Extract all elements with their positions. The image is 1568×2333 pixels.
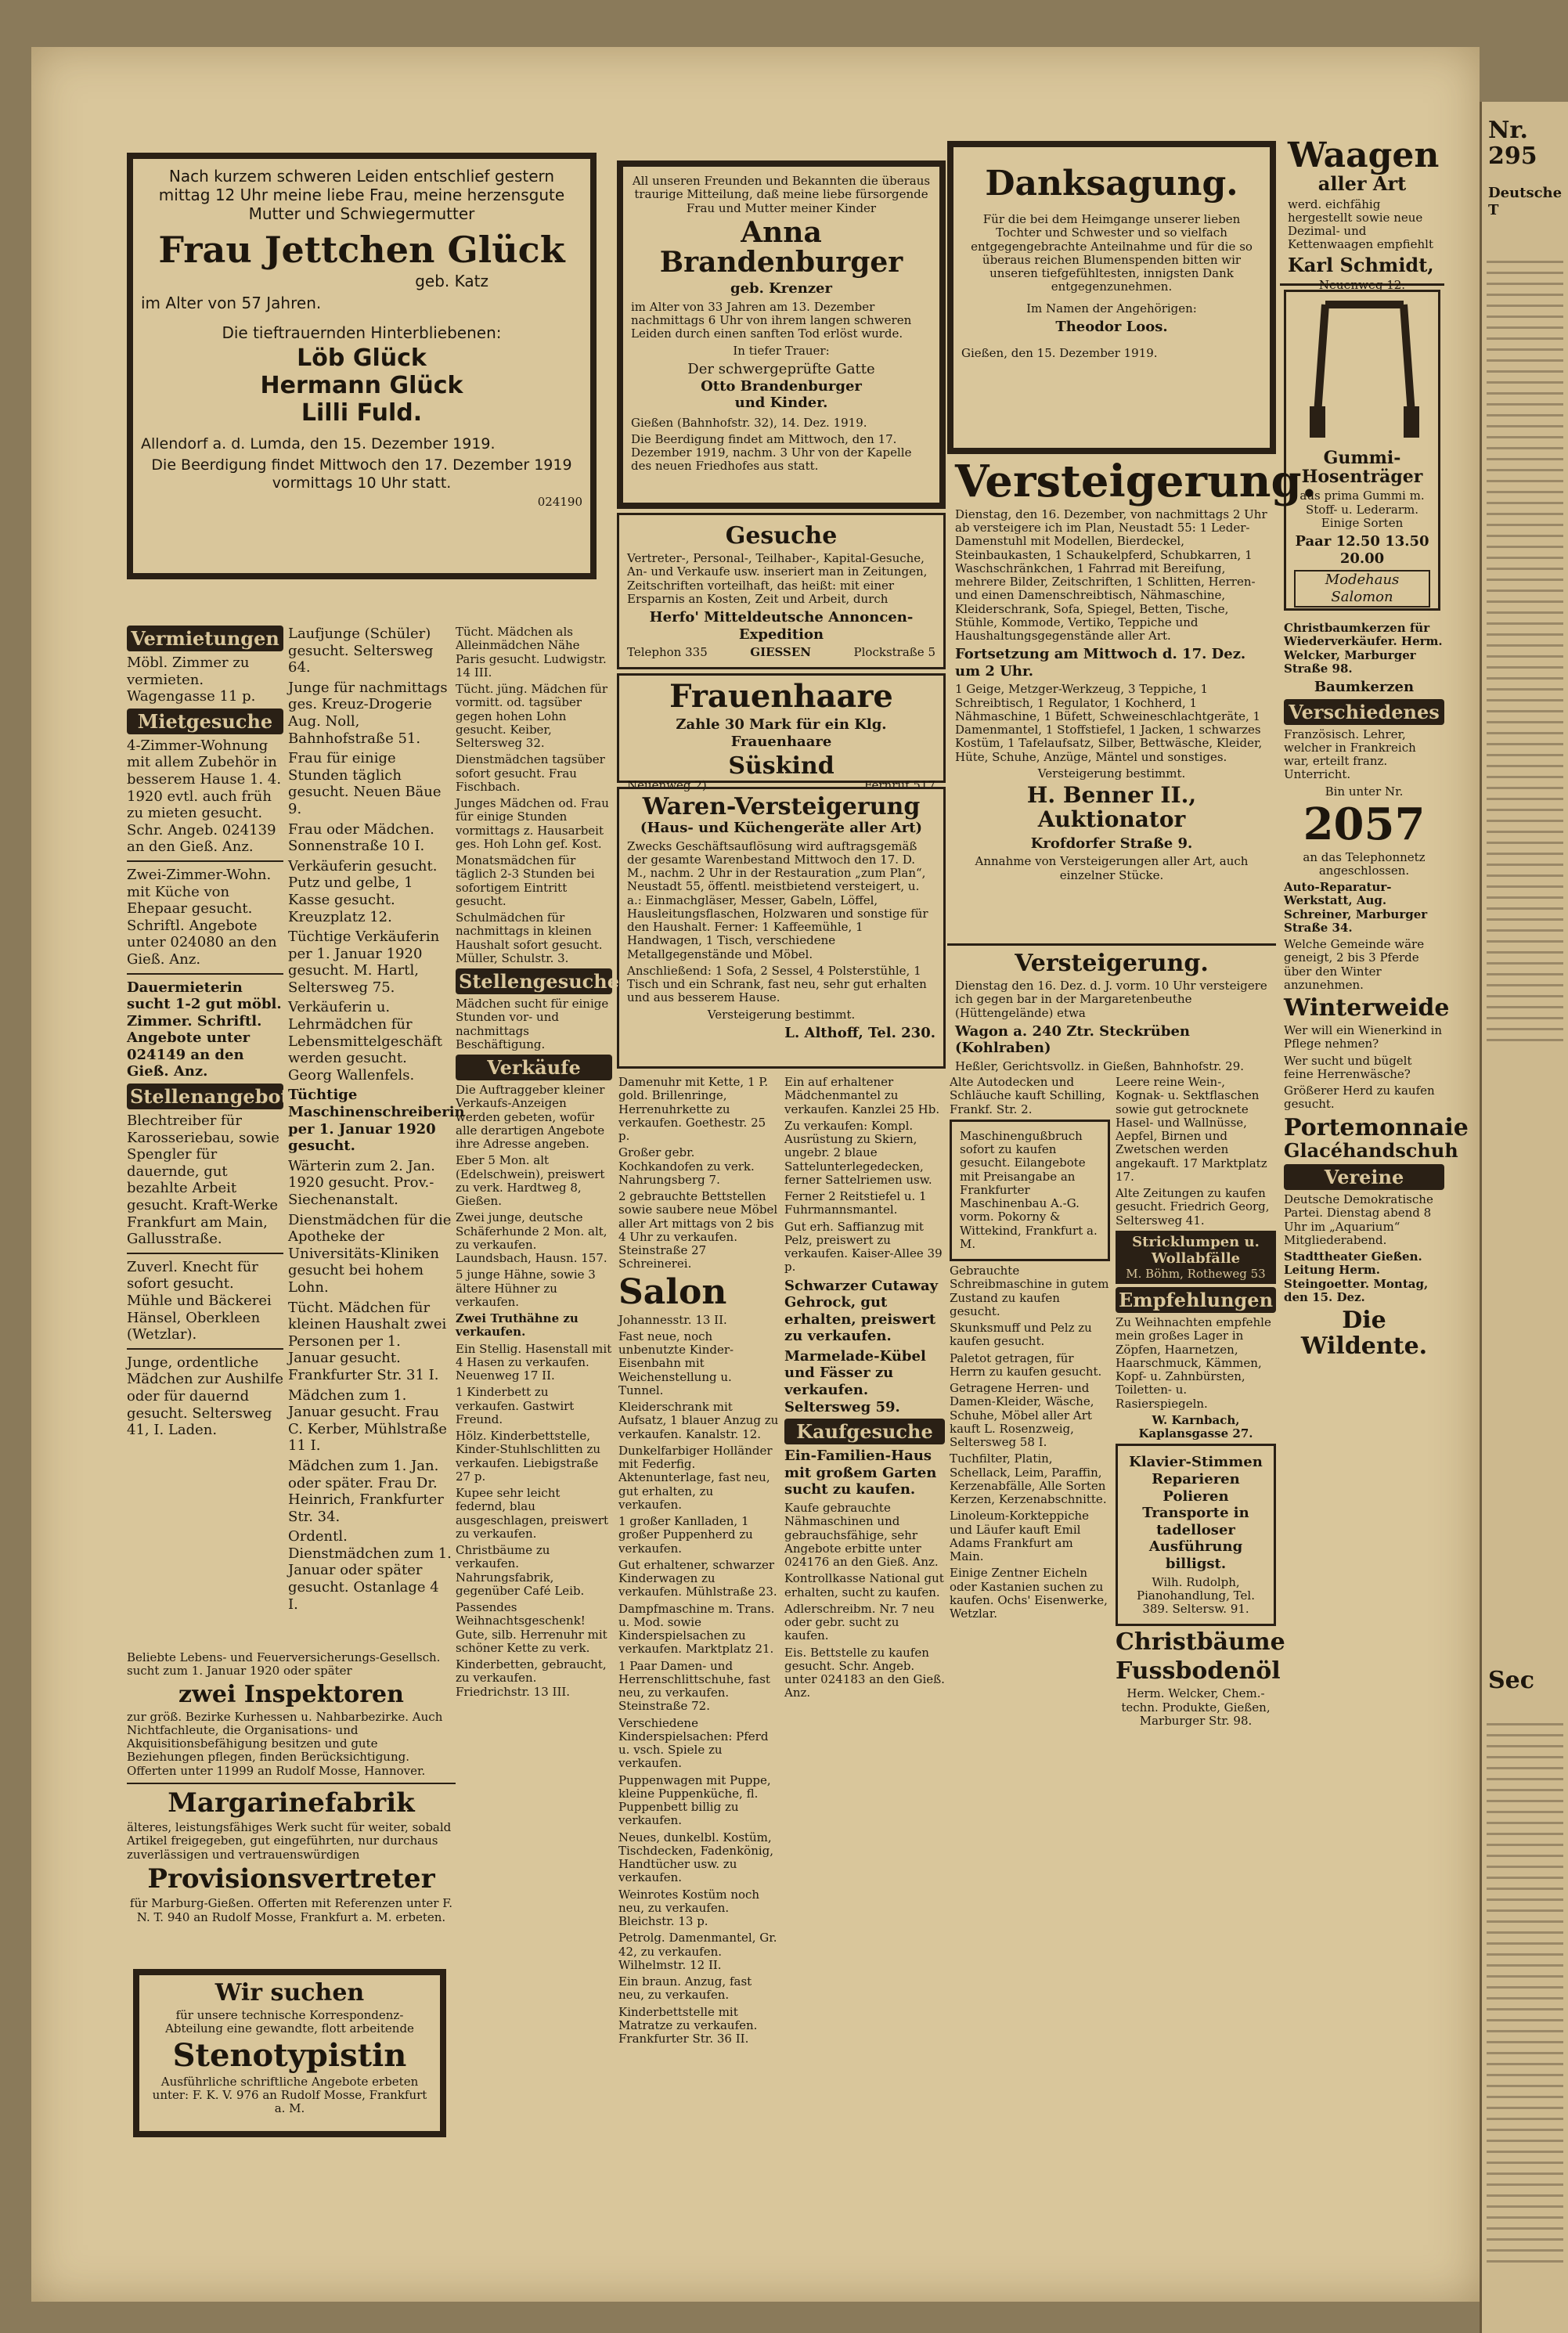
waren-auctioneer: L. Althoff, Tel. 230. (784, 1024, 935, 1041)
gesuche-city: GIESSEN (750, 645, 812, 660)
classified-ad: Einige Zentner Eicheln oder Kastanien suchen zu kaufen. Ochs' Eisenwerke, Wetzlar. (950, 1566, 1108, 1621)
classified-ad: Dauermieterin sucht 1-2 gut möbl. Zimmer. Schriftl. Angebote unter 024149 an den Gieß. Anz. (127, 979, 282, 1080)
classified-ad: Ferner 2 Reitstiefel u. 1 Fuhrmannsmantel. (784, 1189, 927, 1217)
classified-ad: Junge für nachmittags ges. Kreuz-Drogerie Aug. Noll, Bahnhofstraße 51. (288, 679, 448, 747)
column-2 (288, 622, 465, 1644)
classified-ad: Kupee sehr leicht federnd, blau ausgeschlagen, preiswert zu verkaufen. (456, 1486, 609, 1541)
classified-ad: Laufjunge (Schüler) gesucht. Seltersweg 64. (288, 626, 434, 676)
waren-title: Waren-Versteigerung (642, 793, 921, 820)
classified-ad: Großer gebr. Kochkandofen zu verk. Nahrungsberg 7. (618, 1145, 755, 1187)
classified-ad: Klavier-Stimmen Reparieren Polieren Transporte in tadelloser Ausführung billigst. (1129, 1454, 1263, 1572)
obituary-glueck (127, 153, 597, 579)
mourners-label: In tiefer Trauer: (733, 343, 830, 358)
classified-ad: Gut erh. Saffianzug mit Pelz, preiswert zu verkaufen. Kaiser-Allee 39 p. (784, 1219, 943, 1275)
classified-ad: an das Telephonnetz angeschlossen. (1303, 849, 1426, 878)
classified-ad: Leere reine Wein-, Kognak- u. Sektflaschen sowie gut getrocknete Hasel- und Wallnüsse, Aepfel, Birnen und Zwetschen werden angekauft. 17 Marktplatz 17. (1116, 1075, 1267, 1184)
classified-ad: 5 junge Hähne, sowie 3 ältere Hühner zu verkaufen. (456, 1267, 596, 1309)
hosentraeger-shop: Modehaus Salomon (1294, 570, 1430, 607)
classified-ad: Paletot getragen, für Herrn zu kaufen gesucht. (950, 1350, 1102, 1379)
classified-ad: Christbaumkerzen für Wiederverkäufer. Herm. Welcker, Marburger Straße 98. (1284, 621, 1443, 676)
classified-ad: Junge, ordentliche Mädchen zur Aushilfe oder für dauernd gesucht. Seltersweg 41, I. Laden. (127, 1354, 283, 1439)
classified-ad: Petrolg. Damenmantel, Gr. 42, zu verkaufen. Wilhelmstr. 12 II. (618, 1931, 777, 1972)
steno-role: Stenotypistin (172, 2036, 407, 2074)
page-number: Nr. 295 (1488, 117, 1537, 170)
classified-ad: Größerer Herd zu kaufen gesucht. (1284, 1084, 1435, 1112)
versteigerung-addr: Krofdorfer Straße 9. (1030, 835, 1193, 852)
obituary-name: Anna Brandenburger (659, 215, 903, 279)
section-kaufgesuche: Kaufgesuche (784, 1419, 945, 1444)
steno-text2: Ausführliche schriftliche Angebote erbeten unter: F. K. V. 976 an Rudolf Mosse, Frankfurt a. M. (152, 2074, 427, 2115)
classified-ad: Alte Zeitungen zu kaufen gesucht. Friedrich Georg, Seltersweg 41. (1116, 1186, 1270, 1228)
classified-ad: Tüchtige Verkäuferin per 1. Januar 1920 gesucht. M. Hartl, Seltersweg 75. (288, 929, 440, 996)
waren-extra: Anschließend: 1 Sofa, 2 Sessel, 4 Polsterstühle, 1 Tisch und ein Schrank, fast neu, sehr gut erhalten und aus besserem Hause. (627, 963, 927, 1005)
classified-ad: 1 großer Kanlladen, 1 großer Puppenherd zu verkaufen. (618, 1514, 753, 1556)
classified-ad: Christbäume zu verkaufen. Nahrungsfabrik, gegenüber Café Leib. (456, 1543, 585, 1598)
classified-ad: W. Karnbach, Kaplansgasse 27. (1138, 1412, 1253, 1441)
obituary-funeral: Die Beerdigung findet am Mittwoch, den 17. Dezember 1919, nachm. 3 Uhr von der Kapelle des neuen Friedhofes aus statt. (631, 431, 912, 474)
classified-ad: Zwei Truthähne zu verkaufen. (456, 1311, 579, 1340)
classified-ad: Monatsmädchen für täglich 2-3 Stunden bei sofortigem Eintritt gesucht. (456, 853, 595, 908)
danksagung-signer: Theodor Loos. (1055, 318, 1168, 335)
classified-ad: Dampfmaschine m. Trans. u. Mod. sowie Kinderspielsachen zu verkaufen. Marktplatz 21. (618, 1601, 775, 1657)
classified-ad: Hölz. Kinderbettstelle, Kinder-Stuhlschlitten zu verkaufen. Liebigstraße 27 p. (456, 1429, 601, 1484)
classified-ad: Junges Mädchen od. Frau für einige Stunden vormittags z. Hausarbeit ges. Hoh Lohn gef. Kost. (456, 796, 609, 851)
column-4 (618, 1073, 779, 2137)
classified-ad: Getragene Herren- und Damen-Kleider, Wäsche, Schuhe, Möbel aller Art kauft L. Rosenzweig, Seltersweg 58 I. (950, 1381, 1094, 1449)
classified-ad-headline: Christbäume (1116, 1628, 1285, 1657)
obituary-place-date: Gießen (Bahnhofstr. 32), 14. Dez. 1919. (631, 415, 867, 430)
obituary-age: im Alter von 57 Jahren. (141, 294, 322, 313)
classified-ad: Frau für einige Stunden täglich gesucht. Neuen Bäue 9. (288, 750, 442, 817)
klavier-ad (1116, 1444, 1276, 1626)
stenotypistin-ad (133, 1969, 446, 2137)
classified-ad: Weinrotes Kostüm noch neu, zu verkaufen. Bleichstr. 13 p. (618, 1887, 760, 1929)
steno-title: Wir suchen (214, 1979, 365, 2007)
adjacent-page-strip (1480, 102, 1568, 2333)
inspektoren-ads (127, 1648, 456, 1938)
gesuche-ad (617, 513, 946, 669)
classified-ad: Zu verkaufen: Kompl. Ausrüstung zu Skiern, ungebr. 2 blaue Sattelunterlegedecken, ferner Sattelriemen usw. (784, 1118, 932, 1187)
section-vereine: Vereine (1284, 1164, 1444, 1190)
classified-ad: Schulmädchen für nachmittags in kleinen Haushalt sofort gesucht. Müller, Schulstr. 3. (456, 910, 603, 965)
section-vermietungen: Vermietungen (127, 626, 283, 651)
obituary-born: geb. Katz (415, 272, 488, 291)
classified-ad: Baumkerzen (1314, 679, 1415, 695)
danksagung-text: Für die bei dem Heimgange unserer lieben Tochter und Schwester und so vielfach entgegengebrachte Anteilnahme und für die so überaus reichen Blumenspenden bitten wir unseren tiefgefühltesten, innigsten Dank entgegenzunehmen. (971, 212, 1253, 294)
classified-ad: Eis. Bettstelle zu kaufen gesucht. Schr. Angeb. unter 024183 an den Gieß. Anz. (784, 1645, 945, 1700)
frauenhaare-title: Frauenhaare (669, 678, 893, 715)
classified-ad: Französisch. Lehrer, welcher in Frankreich war, erteilt franz. Unterricht. (1284, 727, 1416, 782)
classified-ad-headline: Winterweide (1284, 994, 1450, 1022)
classified-ad: M. Böhm, Rotheweg 53 (1126, 1266, 1266, 1281)
classified-ad: Mädchen zum 1. Januar gesucht. Frau C. Kerber, Mühlstraße 11 I. (288, 1386, 447, 1455)
column-7 (1116, 1073, 1285, 2137)
classified-ad: Bin unter Nr. (1325, 784, 1404, 799)
obituary-name: Frau Jettchen Glück (158, 229, 565, 271)
classified-ad: 1 Kinderbett zu verkaufen. Gastwirt Freund. (456, 1385, 575, 1426)
classified-ad: Tücht. Mädchen als Alleinmädchen Nähe Paris gesucht. Ludwigstr. 14 III. (456, 625, 607, 680)
danksagung-place-date: Gießen, den 15. Dezember 1919. (961, 345, 1158, 360)
classified-ad: Die Auftraggeber kleiner Verkaufs-Anzeigen werden gebeten, wofür alle derartigen Angebote ihre Adresse angeben. (456, 1083, 605, 1151)
obituary-text: im Alter von 33 Jahren am 13. Dezember nachmittags 6 Uhr von ihrem langen schweren Leiden durch einen sanften Tod erlöst wurde. (631, 299, 912, 341)
section-empfehlungen: Empfehlungen (1116, 1287, 1276, 1313)
versteigerung-continuation: Fortsetzung am Mittwoch d. 17. Dez. um 2 Uhr. (955, 646, 1246, 680)
classified-ad: Mädchen zum 1. Jan. oder später. Frau Dr. Heinrich, Frankfurter Str. 34. (288, 1457, 444, 1525)
danksagung-title: Danksagung. (985, 164, 1238, 204)
classified-ad: Ein-Familien-Haus mit großem Garten sucht zu kaufen. (784, 1448, 937, 1498)
classified-ad: Frau oder Mädchen. Sonnenstraße 10 I. (288, 820, 434, 855)
versteigerung-text: Dienstag, den 16. Dezember, von nachmittags 2 Uhr ab versteigere ich im Plan, Neustadt 55: 1 Leder-Damenstuhl mit Modellen, Bierdeckel, Steinbaukasten, 1 Schaukelpferd, Schubkarren, 1 Waschschränkchen, 1 Fahrrad mit Bereifung, mehrere Bilder, Zeitschriften, 1 Schlitten, Herren- und einen Damenschreibtisch, Nähmaschine, Kleiderschrank, Sofa, Spiegel, Betten, Tische, Stühle, Kommode, Vertiko, Teppiche und Haushaltungsgegenstände aller Art. (955, 507, 1267, 644)
obituary-born: geb. Krenzer (730, 280, 832, 297)
waagen-ad (1280, 133, 1444, 292)
classified-ad: Kinderbetten, gebraucht, zu verkaufen. Friedrichstr. 13 III. (456, 1657, 607, 1699)
adjacent-fragment: Sec (1488, 1667, 1535, 1694)
versteigerung-bestimmt: Versteigerung bestimmt. (1037, 766, 1186, 781)
column-3 (456, 622, 619, 2133)
frauenhaare-ad (617, 673, 946, 793)
gesuche-title: Gesuche (725, 522, 838, 550)
classified-ad: Stricklumpen u. Wollabfälle (1132, 1233, 1260, 1267)
danksagung-on-behalf: Im Namen der Angehörigen: (1026, 301, 1197, 316)
gesuche-street: Plockstraße 5 (853, 645, 935, 660)
frauenhaare-phone: Fernruf 517 (863, 778, 935, 793)
classified-ad: Skunksmuff und Pelz zu kaufen gesucht. (950, 1321, 1092, 1349)
classified-ad-headline: Fussbodenöl (1116, 1657, 1281, 1686)
obituary-brandenburger (617, 160, 946, 509)
classified-ad: Verkäuferin u. Lehrmädchen für Lebensmittelgeschäft werden gesucht. Georg Wallenfels. (288, 999, 443, 1084)
classified-ad: Zwei junge, deutsche Schäferhunde 2 Mon. alt, zu verkaufen. Laundsbach, Hausn. 157. (456, 1210, 607, 1265)
column-8 (1284, 618, 1469, 2137)
classified-ad: Neues, dunkelbl. Kostüm, Tischdecken, Fadenkönig, Handtücher usw. zu verkaufen. (618, 1830, 774, 1885)
classified-ad: Ein auf erhaltener Mädchenmantel zu verkaufen. Kanzlei 25 Hb. (784, 1075, 940, 1116)
classified-ad: 2 gebrauchte Bettstellen sowie saubere neue Möbel aller Art mittags von 2 bis 4 Uhr zu verkaufen. Steinstraße 27 Schreinerei. (618, 1189, 778, 1271)
mourner-name: und Kinder. (734, 395, 828, 412)
classified-ad: Wilh. Rudolph, Pianohandlung, Tel. 389. Seltersw. 91. (1137, 1574, 1255, 1617)
classified-ad: Verkäuferin gesucht. Putz und gelbe, 1 Kasse gesucht. Kreuzplatz 12. (288, 857, 438, 925)
section-verschiedenes: Verschiedenes (1284, 699, 1444, 725)
versteigerung2-text: Dienstag den 16. Dez. d. J. vorm. 10 Uhr versteigere ich gegen bar in der Margaretenbeuthe (Hüttengelände) etwa (955, 979, 1267, 1020)
classified-ad: Maschinengußbruch sofort zu kaufen gesucht. Eilangebote mit Preisangabe an Frankfurter Maschinenbau A.-G. vorm. Pokorny & Wittekind, Frankfurt a. M. (960, 1128, 1098, 1251)
classified-ad: Damenuhr mit Kette, 1 P. gold. Brillenringe, Herrenuhrkette zu verkaufen. Goethestr. 25 p. (618, 1075, 769, 1143)
versteigerung-title: Versteigerung. (955, 456, 1317, 507)
classified-ad: Eber 5 Mon. alt (Edelschwein), preiswert zu verk. Hardtweg 8, Gießen. (456, 1153, 605, 1208)
versteigerung-auctioneer: H. Benner II., Auktionator (1026, 782, 1197, 833)
classified-ad: Johannesstr. 13 II. (618, 1312, 727, 1327)
ad-code: 024190 (537, 494, 582, 509)
obituary-place-date: Allendorf a. d. Lumda, den 15. Dezember 1919. (141, 435, 496, 453)
classified-ad: Ein Stellig. Hasenstall mit 4 Hasen zu verkaufen. Neuenweg 17 II. (456, 1341, 612, 1383)
classified-ad: Linoleum-Korkteppiche und Läufer kauft Emil Adams Frankfurt am Main. (950, 1509, 1090, 1563)
versteigerung-text2: 1 Geige, Metzger-Werkzeug, 3 Teppiche, 1 Schreibtisch, 1 Regulator, 1 Kochherd, 1 Nähmaschine, 1 Büfett, Schweineschlachtgeräte, 1 Damenmantel, 1 Stoffstiefel, 1 Jacken, 1 schwarzes Kostüm, 1 Tafelaufsatz, Silber, Bettwäsche, Kleider, Hüte, Schuhe, Anzüge, Mäntel und sonstiges. (955, 682, 1263, 764)
classified-ad: Möbl. Zimmer zu vermieten. Wagengasse 11 p. (127, 654, 256, 705)
waren-text: Zwecks Geschäftsauflösung wird auftragsgemäß der gesamte Warenbestand Mittwoch den 17. D. M., nachm. 2 Uhr in der Restauration „zum Plan“, Neustadt 55, öffentl. meistbietend versteigert, u. a.: Einmachgläser, Messer, Gabeln, Löffel, Hausleitungsflaschen, Holzwaren und sonstige für den Haushalt. Ferner: 1 Kaffeemühle, 1 Handwagen, 1 Tisch, verschiedene Metallgegenstände und Möbel. (627, 838, 928, 961)
waren-bestimmt: Versteigerung bestimmt. (707, 1007, 856, 1022)
classified-ad: Tuchfilter, Platin, Schellack, Leim, Paraffin, Kerzenabfälle, Alle Sorten Kerzen, Kerzenabschnitte. (950, 1451, 1107, 1506)
classified-ad: Auto-Reparatur-Werkstatt, Aug. Schreiner, Marburger Straße 34. (1284, 880, 1428, 935)
classified-ad: Dunkelfarbiger Holländer mit Federfig. Aktenunterlage, fast neu, gut erhalten, zu verkaufen. (618, 1443, 773, 1512)
waagen-title: Waagen (1288, 135, 1440, 175)
phone-number-big: 2057 (1303, 798, 1426, 850)
classified-ad-headline: zwei Inspektoren (178, 1680, 404, 1708)
column-5 (784, 1073, 945, 2137)
danksagung-ad (947, 141, 1276, 454)
waren-subtitle: (Haus- und Küchengeräte aller Art) (640, 820, 923, 836)
classified-ad: Kleiderschrank mit Aufsatz, 1 blauer Anzug zu verkaufen. Kanalstr. 12. (618, 1400, 779, 1441)
mourner-name: Lilli Fuld. (301, 399, 423, 427)
classified-ad: Wärterin zum 2. Jan. 1920 gesucht. Prov.-Siechenanstalt. (288, 1157, 435, 1208)
frauenhaare-addr: Neuenweg 2) (627, 778, 707, 793)
classified-ad: Kontrollkasse National gut erhalten, sucht zu kaufen. (784, 1571, 944, 1599)
section-stellenangebote: Stellenangebote (127, 1084, 283, 1109)
classified-ad: Herm. Welcker, Chem.-techn. Produkte, Gießen, Marburger Str. 98. (1121, 1686, 1271, 1728)
classified-ad: Blechtreiber für Karosseriebau, sowie Spengler für dauernde, gut bezahlte Arbeit gesucht. Kraft-Werke Frankfurt am Main, Gallusstraße. (127, 1112, 279, 1248)
mourner-name: Hermann Glück (260, 372, 463, 400)
classified-ad: Zwei-Zimmer-Wohn. mit Küche von Ehepaar gesucht. Schriftl. Angebote unter 024080 an den Gieß. Anz. (127, 866, 277, 968)
stricklumpen-ad (1116, 1231, 1276, 1284)
classified-ad: Tücht. Mädchen für kleinen Haushalt zwei Personen per 1. Januar gesucht. Frankfurter Str. 31 I. (288, 1299, 447, 1383)
versteigerung-hessler-ad (947, 943, 1276, 1073)
classified-ad: Beliebte Lebens- und Feuerversicherungs-Gesellsch. sucht zum 1. Januar 1920 oder später (127, 1650, 441, 1679)
frauenhaare-text: Zahle 30 Mark für ein Klg. Frauenhaare (676, 716, 887, 750)
steno-text: für unsere technische Korrespondenz-Abteilung eine gewandte, flott arbeitende (165, 2008, 414, 2036)
classified-ad: Gut erhaltener, schwarzer Kinderwagen zu verkaufen. Mühlstraße 23. (618, 1557, 777, 1599)
maschinenguss-ad (950, 1120, 1110, 1261)
versteigerung2-title: Versteigerung. (1015, 950, 1209, 977)
mourners-label: Die tieftrauernden Hinterbliebenen: (222, 323, 502, 343)
classified-ad-headline: Margarinefabrik (168, 1787, 415, 1819)
classified-ad: Tüchtige Maschinenschreiberin per 1. Januar 1920 gesucht. (288, 1087, 465, 1155)
obituary-intro: All unseren Freunden und Bekannten die überaus traurige Mitteilung, daß meine liebe fürsorgende Frau und Mutter meiner Kinder (632, 174, 931, 215)
versteigerung2-auctioneer: Heßler, Gerichtsvollz. in Gießen, Bahnhofstr. 29. (955, 1058, 1245, 1073)
classified-ad: Zuverl. Knecht für sofort gesucht. Mühle und Bäckerei Hänsel, Oberkleen (Wetzlar). (127, 1258, 272, 1343)
waren-versteigerung-ad (617, 787, 946, 1069)
classified-ad: Stadttheater Gießen. Leitung Herm. Steingoetter. Montag, den 15. Dez. (1284, 1249, 1429, 1304)
classified-ad: Ordentl. Dienstmädchen zum 1. Januar oder später gesucht. Ostanlage 4 I. (288, 1528, 452, 1613)
classified-ad: Zu Weihnachten empfehle mein großes Lager in Zöpfen, Haarnetzen, Haarschmuck, Kämmen, Kopf- u. Zahnbürsten, Toiletten- u. Rasierspiegeln. (1116, 1315, 1271, 1411)
classified-ad-headline: Salon (618, 1271, 727, 1312)
classified-ad: zur größ. Bezirke Kurhessen u. Nahbarbezirke. Auch Nichtfachleute, die Organisations- und Akquisitionsbefähigung besitzen und gute Beziehungen pflegen, finden Berücksichtigung. Offerten unter 11999 an Rudolf Mosse, Hannover. (127, 1709, 443, 1778)
classified-ad-headline: Die Wildente. (1300, 1307, 1428, 1361)
classified-ad: Wer sucht und bügelt feine Herrenwäsche? (1284, 1053, 1412, 1081)
versteigerung-note: Annahme von Versteigerungen aller Art, auch einzelner Stücke. (975, 854, 1249, 882)
classified-ad: Alte Autodecken und Schläuche kauft Schilling, Frankf. Str. 2. (950, 1075, 1106, 1116)
gesuche-agency: Herfo' Mitteldeutsche Annoncen-Expedition (649, 609, 914, 643)
classified-ad: Mädchen sucht für einige Stunden vor- und nachmittags Beschäftigung. (456, 997, 609, 1051)
gesuche-phone: Telephon 335 (627, 645, 708, 660)
classified-ad-headline: Provisionsvertreter (147, 1862, 435, 1895)
classified-ad: Schwarzer Cutaway Gehrock, gut erhalten, preiswert zu verkaufen. (784, 1277, 939, 1345)
classified-ad: Kinderbettstelle mit Matratze zu verkaufen. Frankfurter Str. 36 II. (618, 2004, 758, 2046)
classified-ad: Kaufe gebrauchte Nähmaschinen und gebrauchsfähige, sehr Angebote erbitte unter 024176 an den Gieß. Anz. (784, 1501, 939, 1570)
column-6 (950, 1073, 1110, 2137)
classified-ad: Wer will ein Wienerkind in Pflege nehmen? (1284, 1023, 1443, 1051)
mourner-name: Löb Glück (297, 344, 427, 373)
classified-ad: Fast neue, noch unbenutzte Kinder-Eisenbahn mit Weichenstellung u. Tunnel. (618, 1329, 734, 1397)
classified-ad: Tücht. jüng. Mädchen für vormitt. od. tagsüber gegen hohen Lohn gesucht. Keiber, Seltersweg 32. (456, 682, 608, 750)
versteigerung2-item: Wagon a. 240 Ztr. Steckrüben (Kohlraben) (955, 1022, 1191, 1057)
section-stellengesuche: Stellengesuche (456, 968, 612, 994)
hosentraeger-ad (1284, 290, 1440, 611)
classified-ad: Marmelade-Kübel und Fässer zu verkaufen. Seltersweg 59. (784, 1347, 926, 1415)
mourner-name: Der schwergeprüfte Gatte (687, 360, 875, 377)
classified-ad: Dienstmädchen für die Apotheke der Universitäts-Kliniken gesucht bei hohem Lohn. (288, 1211, 452, 1296)
classified-ad: 1 Paar Damen- und Herrenschlittschuhe, fast neu, zu verkaufen. Steinstraße 72. (618, 1658, 770, 1714)
classified-ad: Adlerschreibm. Nr. 7 neu oder gebr. sucht zu kaufen. (784, 1601, 935, 1643)
classified-ad-headline: Portemonnaie (1284, 1113, 1469, 1141)
waagen-addr: Neuenweg 12. (1318, 277, 1406, 292)
gesuche-text: Vertreter-, Personal-, Teilhaber-, Kapital-Gesuche, An- und Verkaufe usw. inseriert man in Zeitungen, Zeitschriften vorteilhaft, das heißt: mit einer Ersparnis an Kosten, Zeit und Arbeit, durch (627, 551, 928, 606)
frauenhaare-name: Süskind (728, 752, 834, 781)
section-verkaeufe: Verkäufe (456, 1055, 612, 1080)
hosentraeger-price: Paar 12.50 13.50 20.00 (1295, 533, 1429, 567)
classified-ad: Dienstmädchen tagsüber sofort gesucht. Frau Fischbach. (456, 752, 605, 794)
classified-ad: Gebrauchte Schreibmaschine in gutem Zustand zu kaufen gesucht. (950, 1264, 1109, 1318)
classified-ad: Passendes Weihnachtsgeschenk! Gute, silb. Herrenuhr mit schöner Kette zu verk. (456, 1600, 607, 1655)
hosentraeger-title: Gummi-Hosenträger (1301, 448, 1423, 488)
classified-ad: Verschiedene Kinderspielsachen: Pferd u. vsch. Spiele zu verkaufen. (618, 1715, 769, 1771)
waagen-name: Karl Schmidt, (1288, 253, 1434, 276)
hosentraeger-text: aus prima Gummi m. Stoff- u. Lederarm. Einige Sorten (1299, 489, 1425, 530)
classified-ad: für Marburg-Gießen. Offerten mit Referenzen unter F. N. T. 940 an Rudolf Mosse, Frankfurt a. M. erbeten. (129, 1896, 453, 1924)
suspenders-illustration (1294, 297, 1435, 445)
classified-ad: Ein braun. Anzug, fast neu, zu verkaufen. (618, 1974, 752, 2003)
classified-ad-headline: Glacéhandschuh (1284, 1138, 1458, 1162)
classified-ad: älteres, leistungsfähiges Werk sucht für weiter, sobald Artikel freigegeben, gut eingeführten, nur durchaus zuverlässigen und vertrauenswürdigen (127, 1820, 452, 1862)
adjacent-header: Deutsche T (1488, 185, 1563, 218)
classified-ad: Puppenwagen mit Puppe, kleine Puppenküche, fl. Puppenbett billig zu verkaufen. (618, 1772, 771, 1828)
versteigerung-benner-ad (947, 454, 1317, 939)
classified-ad: Deutsche Demokratische Partei. Dienstag abend 8 Uhr im „Aquarium“ Mitgliederabend. (1284, 1192, 1433, 1247)
section-mietgesuche: Mietgesuche (127, 709, 283, 734)
obituary-funeral: Die Beerdigung findet Mittwoch den 17. Dezember 1919 vormittags 10 Uhr statt. (151, 456, 572, 492)
waagen-text: werd. eichfähig hergestellt sowie neue Dezimal- und Kettenwaagen empfiehlt (1288, 197, 1433, 252)
mourner-name: Otto Brandenburger (701, 377, 862, 395)
waagen-sub: aller Art (1317, 172, 1407, 196)
classified-ad: 4-Zimmer-Wohnung mit allem Zubehör in besserem Hause 1. 4. 1920 evtl. auch früh zu mieten gesucht. Schr. Angeb. 024139 an den Gieß. Anz. (127, 737, 282, 856)
classified-ad: Welche Gemeinde wäre geneigt, 2 bis 3 Pferde über den Winter anzunehmen. (1284, 937, 1425, 992)
obituary-intro: Nach kurzem schweren Leiden entschlief gestern mittag 12 Uhr meine liebe Frau, meine herzensgute Mutter und Schwiegermutter (158, 167, 565, 223)
